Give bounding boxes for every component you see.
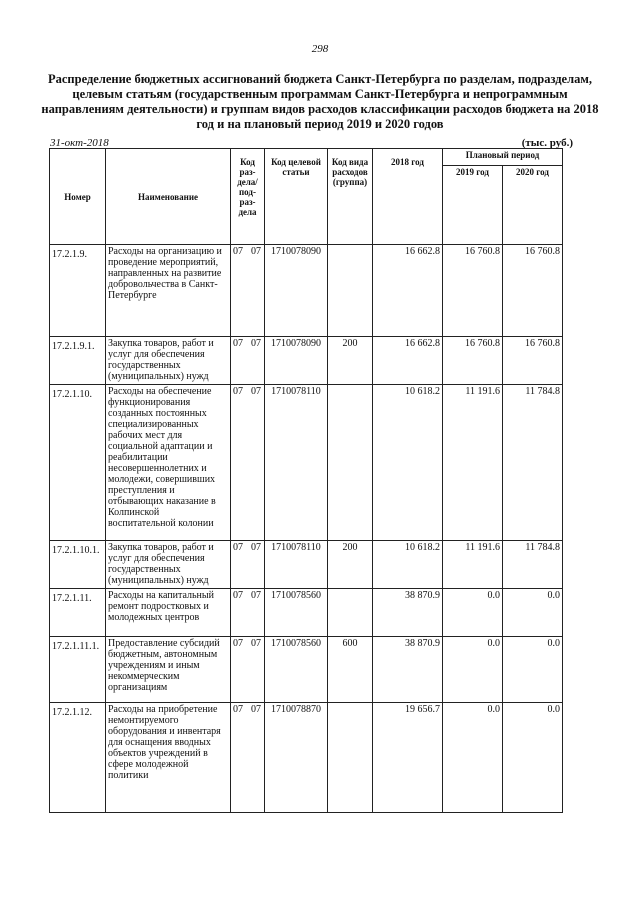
row-section — [231, 385, 265, 541]
row-section-code: 07 — [233, 246, 243, 257]
row-subsection-code: 07 — [251, 704, 261, 715]
row-section-code: 07 — [233, 590, 243, 601]
row-number: 17.2.1.12. — [50, 703, 106, 813]
row-name: Закупка товаров, работ и услуг для обеспечения государственных (муниципальных) нужд — [106, 541, 231, 589]
row-target: 1710078090 — [265, 337, 328, 385]
row-section-code: 07 — [233, 638, 243, 649]
row-section — [231, 337, 265, 385]
row-number: 17.2.1.9. — [50, 245, 106, 337]
row-name: Расходы на капитальный ремонт подростковых и молодежных центров — [106, 589, 231, 637]
row-number: 17.2.1.11. — [50, 589, 106, 637]
row-section — [231, 589, 265, 637]
row-section-code: 07 — [233, 338, 243, 349]
row-value-2020: 16 760.8 — [503, 337, 563, 385]
document-title: Распределение бюджетных ассигнований бюджета Санкт-Петербурга по разделам, подразделам, целевым статьям (государственным программам Санкт-Петербурга и непрограммным направлениям деятельности) и группам видов расходов классификации расходов бюджета на 2018 год и на плановый период 2019 и 2020 годов — [41, 72, 599, 131]
row-name: Расходы на приобретение немонтируемого оборудования и инвентаря для оснащения вводных объектов учреждений в сфере молодежной политики — [106, 703, 231, 813]
row-section-code: 07 — [233, 386, 243, 397]
row-name: Предоставление субсидий бюджетным, автономным учреждениям и иным некоммерческим организациям — [106, 637, 231, 703]
table-row — [50, 541, 563, 589]
row-target: 1710078090 — [265, 245, 328, 337]
row-target: 1710078560 — [265, 589, 328, 637]
header-2019: 2019 год — [443, 166, 503, 245]
row-value-2019: 0.0 — [443, 703, 503, 813]
row-value-2019: 11 191.6 — [443, 541, 503, 589]
document-date: 31-окт-2018 — [50, 137, 109, 149]
row-kind — [328, 245, 373, 337]
row-kind: 200 — [328, 541, 373, 589]
row-name: Расходы на организацию и проведение мероприятий, направленных на развитие добровольчества в Санкт-Петербурге — [106, 245, 231, 337]
row-kind — [328, 703, 373, 813]
header-section: Код раз-дела/ под-раз-дела — [231, 149, 265, 245]
row-value-2020: 11 784.8 — [503, 385, 563, 541]
row-number: 17.2.1.11.1. — [50, 637, 106, 703]
table-row — [50, 245, 563, 337]
row-value-2019: 0.0 — [443, 589, 503, 637]
header-target: Код целевой статьи — [265, 149, 328, 245]
units-label: (тыс. руб.) — [521, 137, 573, 149]
row-kind: 600 — [328, 637, 373, 703]
row-target: 1710078110 — [265, 385, 328, 541]
row-value-2018: 10 618.2 — [373, 541, 443, 589]
row-kind — [328, 385, 373, 541]
row-section — [231, 703, 265, 813]
row-subsection-code: 07 — [251, 246, 261, 257]
header-kind: Код вида расходов (группа) — [328, 149, 373, 245]
row-number: 17.2.1.10.1. — [50, 541, 106, 589]
row-section — [231, 637, 265, 703]
row-value-2020: 0.0 — [503, 589, 563, 637]
row-value-2018: 16 662.8 — [373, 245, 443, 337]
row-section — [231, 245, 265, 337]
row-value-2018: 38 870.9 — [373, 589, 443, 637]
budget-table — [49, 148, 563, 813]
row-subsection-code: 07 — [251, 590, 261, 601]
header-number: Номер — [50, 149, 106, 245]
row-value-2020: 16 760.8 — [503, 245, 563, 337]
table-row — [50, 589, 563, 637]
row-section-code: 07 — [233, 704, 243, 715]
row-value-2018: 38 870.9 — [373, 637, 443, 703]
row-kind — [328, 589, 373, 637]
row-subsection-code: 07 — [251, 638, 261, 649]
row-value-2018: 16 662.8 — [373, 337, 443, 385]
row-number: 17.2.1.10. — [50, 385, 106, 541]
row-value-2019: 16 760.8 — [443, 245, 503, 337]
page-number: 298 — [311, 43, 329, 55]
row-subsection-code: 07 — [251, 338, 261, 349]
row-value-2018: 19 656.7 — [373, 703, 443, 813]
row-section-code: 07 — [233, 542, 243, 553]
table-row — [50, 637, 563, 703]
row-section — [231, 541, 265, 589]
row-value-2019: 11 191.6 — [443, 385, 503, 541]
row-value-2020: 0.0 — [503, 703, 563, 813]
row-value-2019: 16 760.8 — [443, 337, 503, 385]
row-name: Расходы на обеспечение функционирования созданных постоянных специализированных рабочих мест для социальной адаптации и реабилитации несовершеннолетних и молодежи, совершивших преступления и отбывающих наказание в Колпинской воспитательной колонии — [106, 385, 231, 541]
row-value-2018: 10 618.2 — [373, 385, 443, 541]
header-2020: 2020 год — [503, 166, 563, 245]
row-subsection-code: 07 — [251, 542, 261, 553]
row-value-2020: 11 784.8 — [503, 541, 563, 589]
row-target: 1710078560 — [265, 637, 328, 703]
table-row — [50, 703, 563, 813]
header-2018: 2018 год — [373, 149, 443, 245]
table-row — [50, 337, 563, 385]
row-target: 1710078870 — [265, 703, 328, 813]
header-planned: Плановый период — [443, 149, 563, 166]
row-value-2020: 0.0 — [503, 637, 563, 703]
row-target: 1710078110 — [265, 541, 328, 589]
row-number: 17.2.1.9.1. — [50, 337, 106, 385]
row-subsection-code: 07 — [251, 386, 261, 397]
row-value-2019: 0.0 — [443, 637, 503, 703]
row-kind: 200 — [328, 337, 373, 385]
table-row — [50, 385, 563, 541]
header-name: Наименование — [106, 149, 231, 245]
row-name: Закупка товаров, работ и услуг для обеспечения государственных (муниципальных) нужд — [106, 337, 231, 385]
